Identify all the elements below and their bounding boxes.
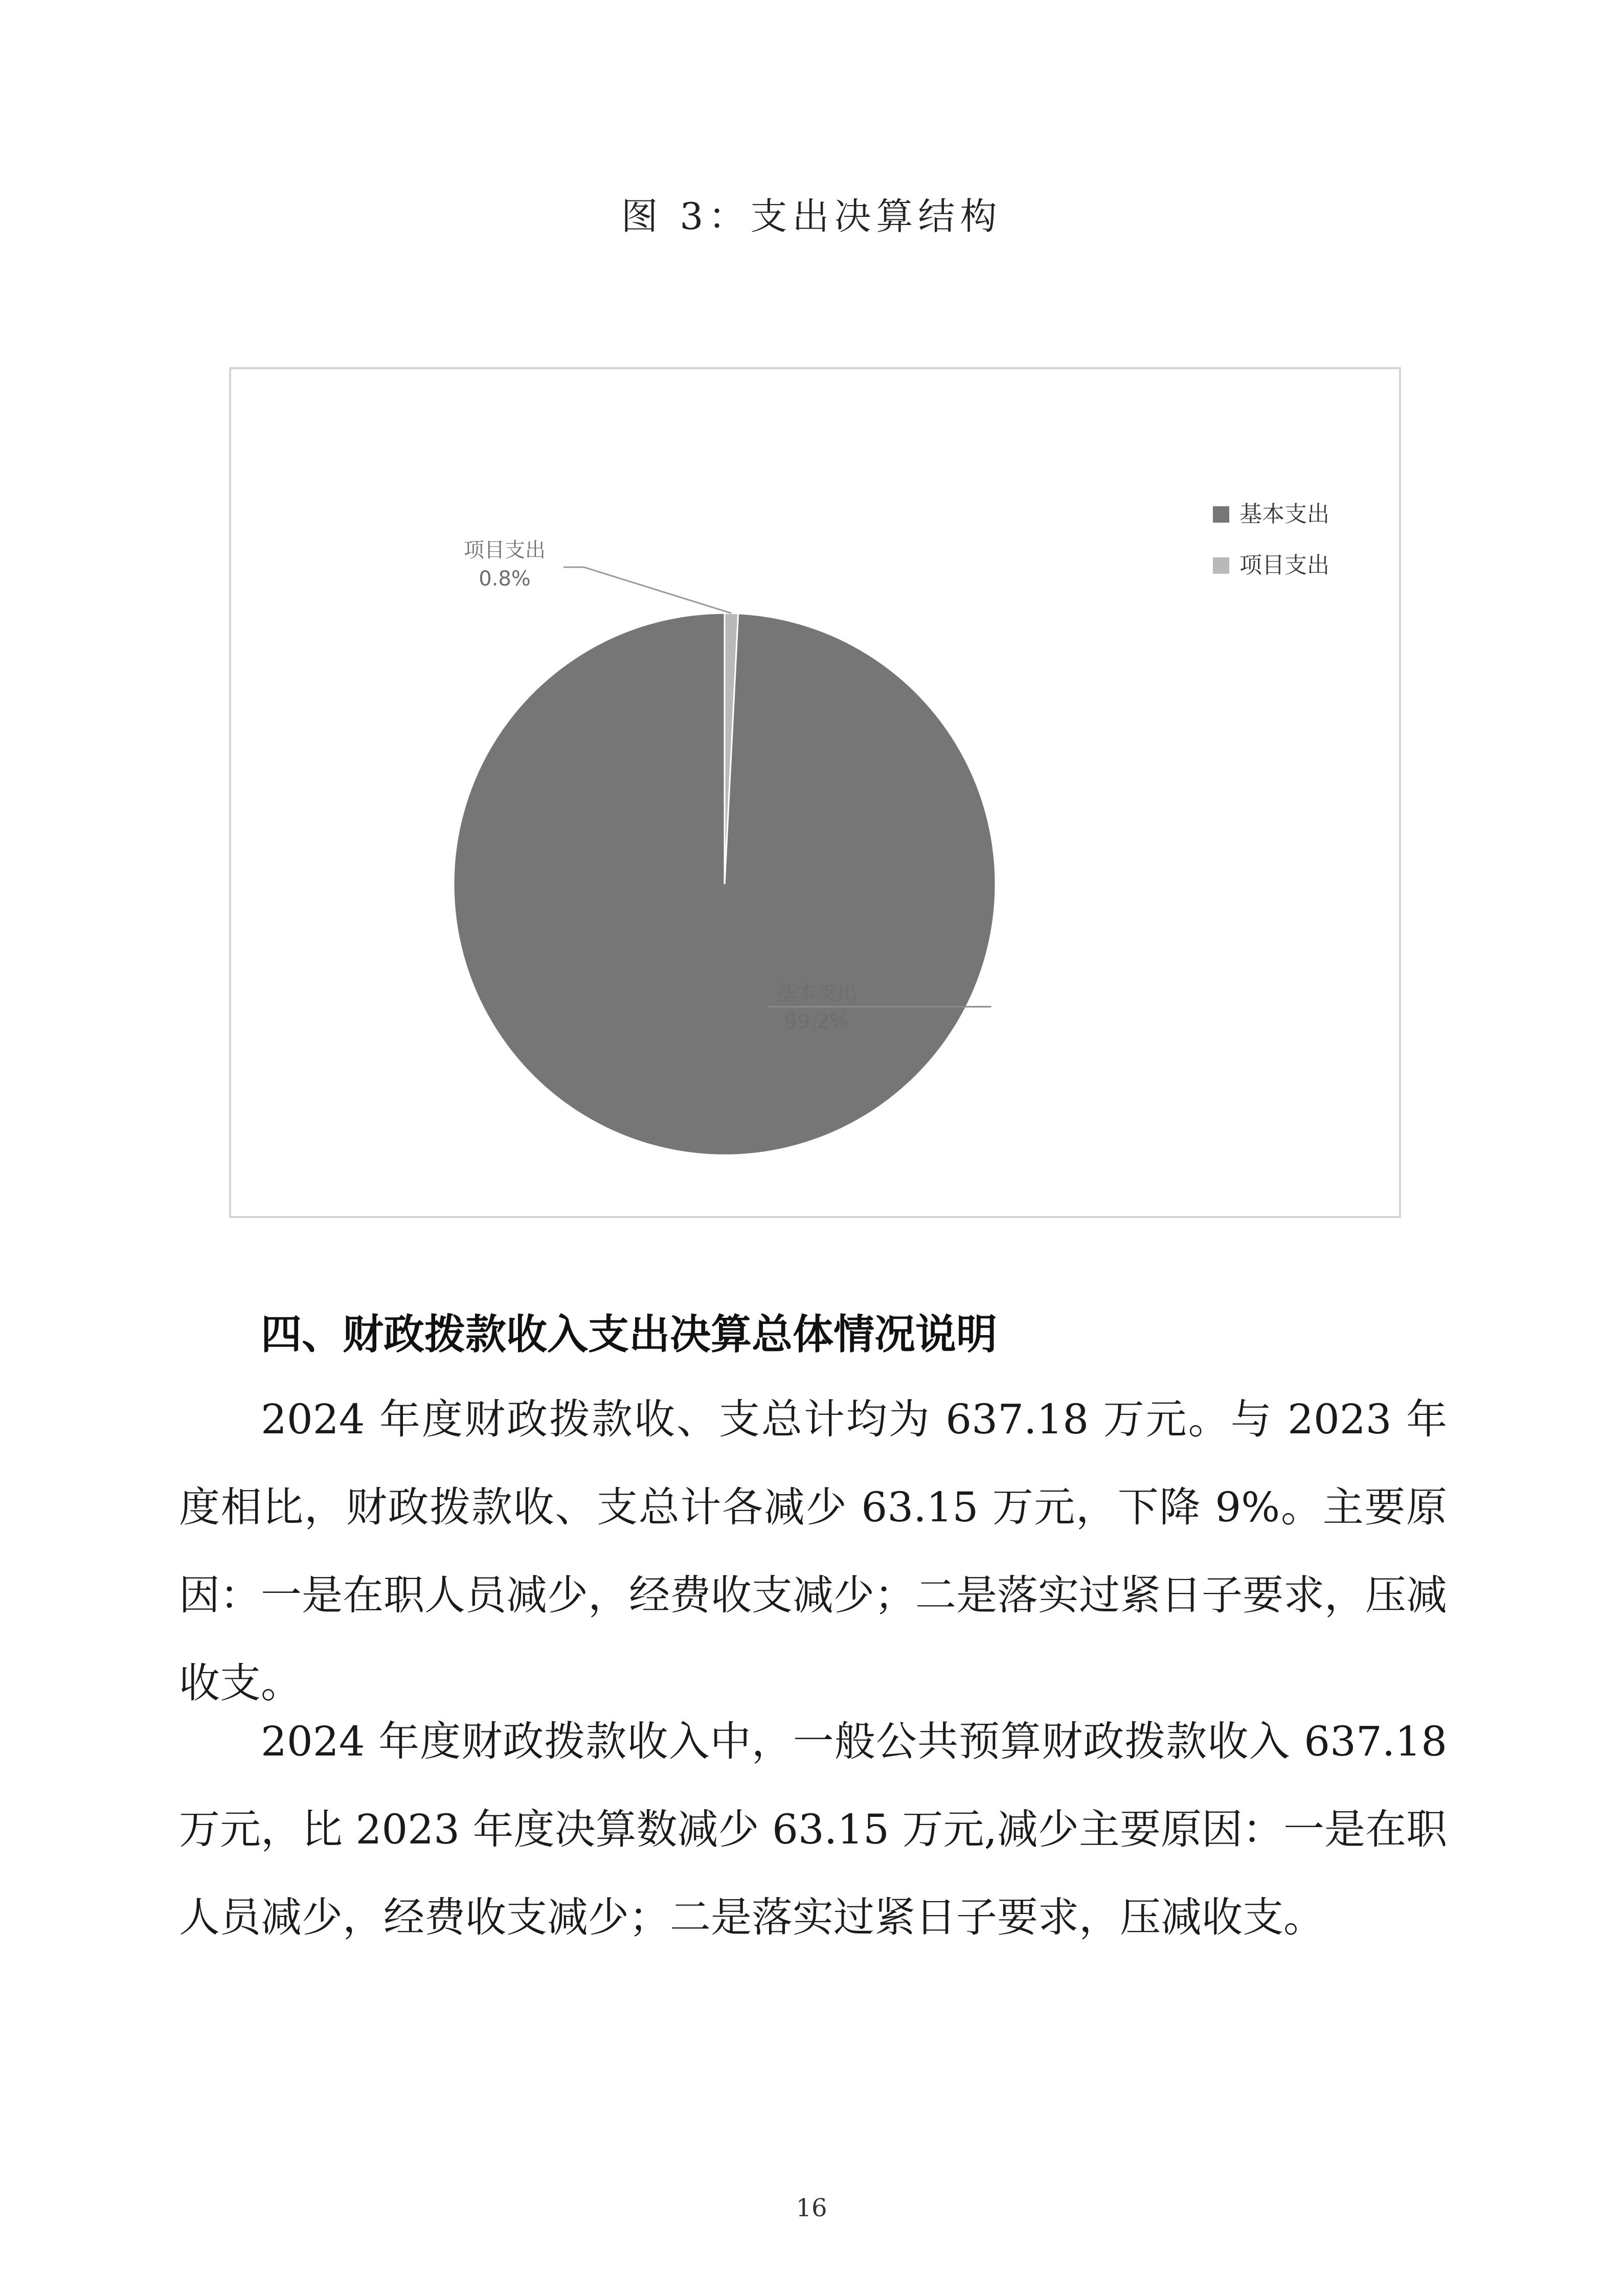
- body-paragraph-2: 2024 年度财政拨款收入中，一般公共预算财政拨款收入 637.18 万元，比 2023 年度决算数减少 63.15 万元,减少主要原因：一是在职人员减少，经费收支减少；二是落实过紧日子要求，压减收支。: [179, 1718, 1447, 1941]
- chart-legend[interactable]: [1213, 501, 1329, 578]
- figure-caption: 图 3：支出决算结构: [621, 195, 1002, 238]
- body-paragraph-1: 2024 年度财政拨款收、支总计均为 637.18 万元。与 2023 年度相比，财政拨款收、支总计各减少 63.15 万元，下降 9%。主要原因：一是在职人员减少，经费收支减少；二是落实过紧日子要求，压减收支。: [179, 1395, 1447, 1707]
- legend-label-1[interactable]: 基本支出: [1239, 501, 1329, 527]
- legend-swatch-1: [1213, 506, 1229, 523]
- pie-chart-frame: [229, 367, 1401, 1218]
- data-label-2: 项目支出 0.8%: [464, 538, 546, 591]
- legend-swatch-2: [1213, 557, 1229, 574]
- data-label-1: 基本支出 99.2%: [776, 981, 858, 1033]
- pie-chart: [231, 369, 1399, 1216]
- leader-line-2: [563, 567, 731, 613]
- page-number: 16: [796, 2194, 827, 2222]
- pie-slices: [454, 613, 996, 1155]
- section-heading: 四、财政拨款收入支出决算总体情况说明: [261, 1311, 997, 1358]
- legend-label-2[interactable]: 项目支出: [1239, 552, 1329, 578]
